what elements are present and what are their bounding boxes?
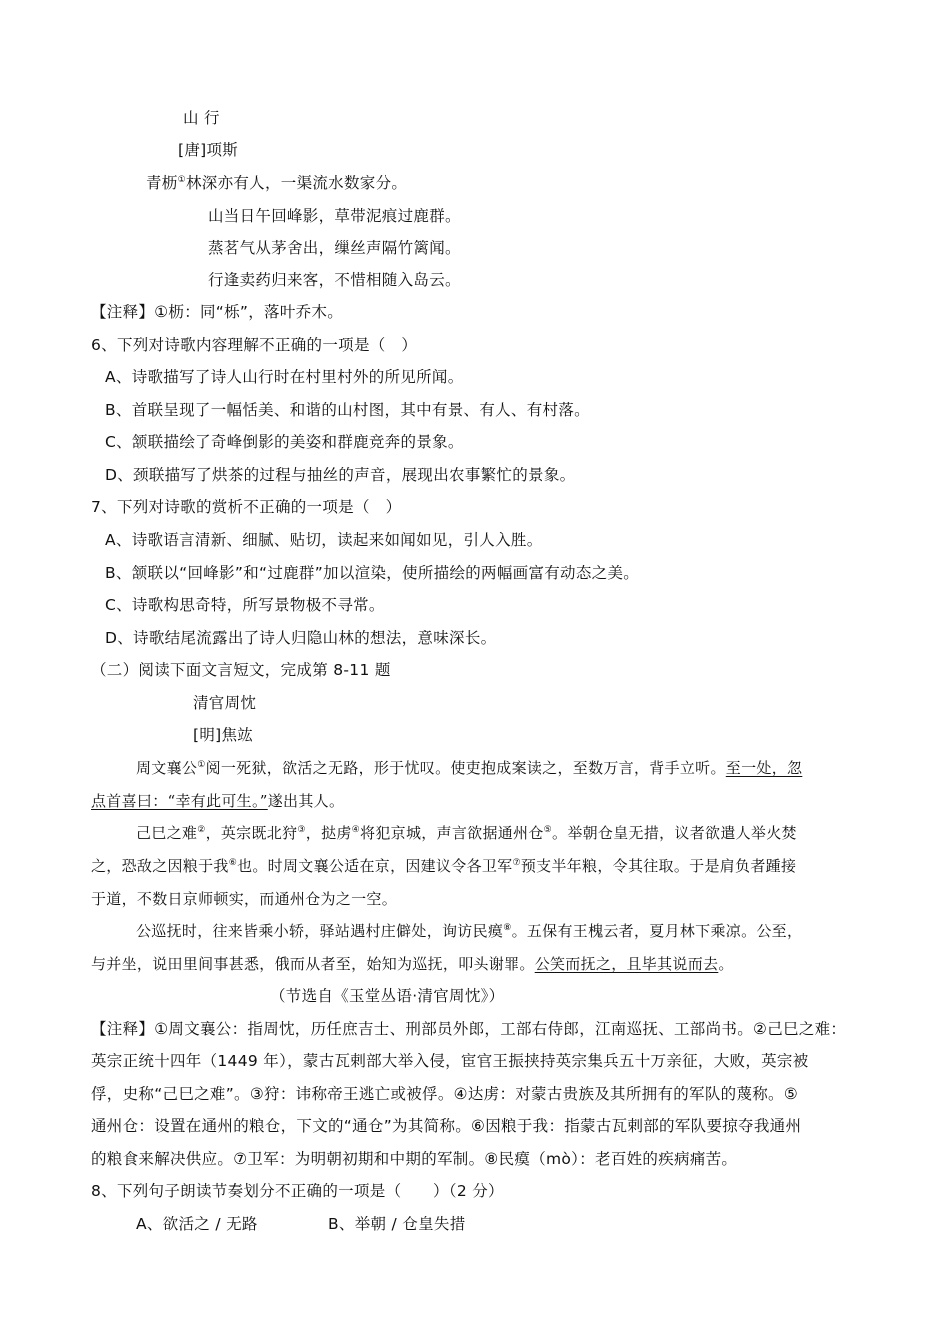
q7-option-b: B、颔联以“回峰影”和“过鹿群”加以渲染，使所描绘的两幅画富有动态之美。	[105, 564, 640, 582]
section2-heading: （二）阅读下面文言短文，完成第 8-11 题	[91, 661, 391, 679]
poem-line-4: 行逢卖药归来客，不惜相随入岛云。	[208, 271, 461, 289]
passage-source: （节选自《玉堂丛语·清官周忱》）	[270, 987, 505, 1005]
passage-notes-line-4: 通州仓：设置在通州的粮仓，下文的“通仓”为其简称。⑥因粮于我：指蒙古瓦剌部的军队要掠夺我通州	[91, 1117, 802, 1135]
passage-p1-line-2: 点首喜曰：“幸有此可生。”遂出其人。	[91, 792, 345, 810]
q6-option-b: B、首联呈现了一幅恬美、和谐的山村图，其中有景、有人、有村落。	[105, 401, 590, 419]
passage-p2-line-3: 于道，不数日京师顿实，而通州仓为之一空。	[91, 890, 398, 908]
poem-title: 山 行	[183, 109, 220, 127]
passage-p3-line-1: 公巡抚时，往来皆乘小轿，驿站遇村庄僻处，询访民瘼⑧。五保有王槐云者，夏月林下乘凉。公至，	[136, 922, 803, 940]
passage-p2-line-2: 之，恐敌之因粮于我⑥也。时周文襄公适在京，因建议令各卫军⑦预支半年粮，令其往取。于是肩负者踵接	[91, 857, 797, 875]
passage-p2-line-1: 己巳之难②，英宗既北狩③，挞虏④将犯京城，声言欲据通州仓⑤。举朝仓皇无措，议者欲遣人举火焚	[136, 824, 797, 842]
q6-option-d: D、颈联描写了烘茶的过程与抽丝的声音，展现出农事繁忙的景象。	[105, 466, 576, 484]
q8-option-a: A、欲活之 / 无路	[136, 1215, 258, 1233]
q8-option-b: B、举朝 / 仓皇失措	[328, 1215, 466, 1233]
passage-notes-line-3: 俘，史称“己巳之难”。③狩：讳称帝王逃亡或被俘。④达虏：对蒙古贵族及其所拥有的军队的蔑称。⑤	[91, 1085, 799, 1103]
passage-title: 清官周忱	[193, 694, 257, 712]
q8-stem: 8、下列句子朗读节奏划分不正确的一项是（ ）（2 分）	[91, 1182, 504, 1200]
q7-option-a: A、诗歌语言清新、细腻、贴切，读起来如闻如见，引人入胜。	[105, 531, 543, 549]
passage-p3-line-2: 与并坐，说田里间事甚悉，俄而从者至，始知为巡抚，叩头谢罪。公笑而抚之，且毕其说而去。	[91, 955, 734, 973]
poem-line-2: 山当日午回峰影，草带泥痕过鹿群。	[208, 207, 461, 225]
poem-line-3: 蒸茗气从茅舍出，缫丝声隔竹篱闻。	[208, 239, 461, 257]
poem-note: 【注释】①枥：同“栎”，落叶乔木。	[91, 303, 344, 321]
poem-author: [唐]项斯	[178, 141, 239, 159]
passage-p1-line-1: 周文襄公①阅一死狱，欲活之无路，形于忧叹。使吏抱成案读之，至数万言，背手立听。至一处，忽	[136, 759, 803, 777]
q6-option-a: A、诗歌描写了诗人山行时在村里村外的所见所闻。	[105, 368, 464, 386]
passage-notes-line-1: 【注释】①周文襄公：指周忱，历任庶吉士、刑部员外郎，工部右侍郎，江南巡抚、工部尚书。②己巳之难：	[91, 1020, 847, 1038]
q6-option-c: C、颔联描绘了奇峰倒影的美姿和群鹿竞奔的景象。	[105, 433, 464, 451]
poem-line-1: 青枥①林深亦有人，一渠流水数家分。	[146, 174, 408, 192]
passage-author: [明]焦竑	[193, 726, 254, 744]
q6-stem: 6、下列对诗歌内容理解不正确的一项是（ ）	[91, 336, 418, 354]
q7-option-d: D、诗歌结尾流露出了诗人归隐山林的想法，意味深长。	[105, 629, 497, 647]
passage-notes-line-5: 的粮食来解决供应。⑦卫军：为明朝初期和中期的军制。⑧民瘼（mò）：老百姓的疾病痛苦。	[91, 1150, 738, 1168]
q7-option-c: C、诗歌构思奇特，所写景物极不寻常。	[105, 596, 385, 614]
passage-notes-line-2: 英宗正统十四年（1449 年），蒙古瓦剌部大举入侵，宦官王振挟持英宗集兵五十万亲征，大败，英宗被	[91, 1052, 809, 1070]
q7-stem: 7、下列对诗歌的赏析不正确的一项是（ ）	[91, 498, 402, 516]
